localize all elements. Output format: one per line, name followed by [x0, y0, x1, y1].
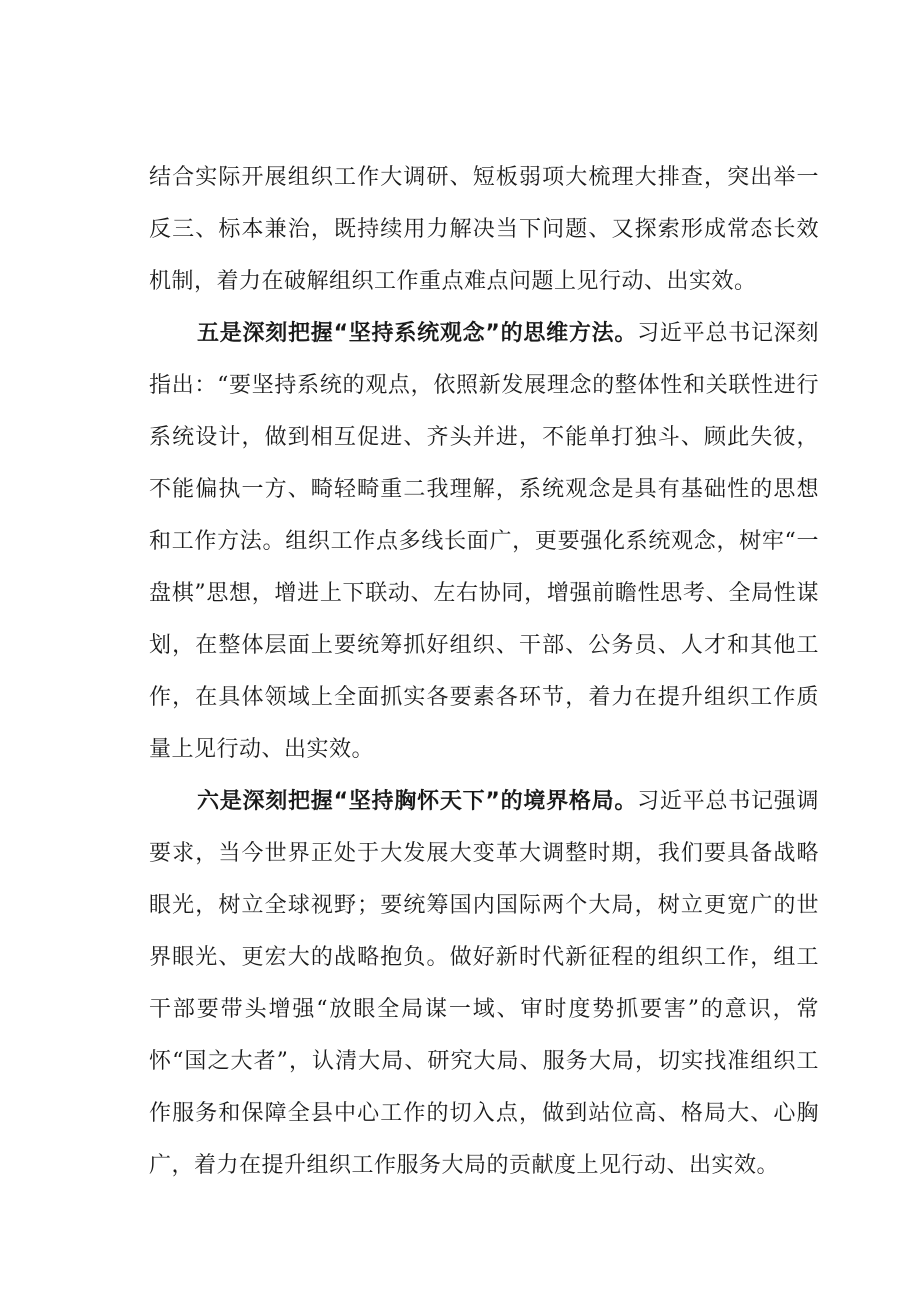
paragraph-continuation	[149, 152, 819, 308]
paragraph-heading: 五是深刻把握“坚持系统观念”的思维方法。	[197, 321, 638, 346]
paragraph-text: 习近平总书记强调要求，当今世界正处于大发展大变革大调整时期，我们要具备战略眼光，树立全球视野；要统筹国内国际两个大局，树立更宽广的世界眼光、更宏大的战略抱负。做好新时代新征程的组织工作，组工干部要带头增强“放眼全局谋一域、审时度势抓要害”的意识，常怀“国之大者”，认清大局、研究大局、服务大局，切实找准组织工作服务和保障全县中心工作的切入点，做到站位高、格局大、心胸广，着力在提升组织工作服务大局的贡献度上见行动、出实效。	[149, 789, 819, 1178]
paragraph-text: 习近平总书记深刻指出：“要坚持系统的观点，依照新发展理念的整体性和关联性进行系统设计，做到相互促进、齐头并进，不能单打独斗、顾此失彼，不能偏执一方、畸轻畸重二我理解，系统观念是具有基础性的思想和工作方法。组织工作点多线长面广，更要强化系统观念，树牢“一盘棋”思想，增进上下联动、左右协同，增强前瞻性思考、全局性谋划，在整体层面上要统筹抓好组织、干部、公务员、人才和其他工作，在具体领域上全面抓实各要素各环节，着力在提升组织工作质量上见行动、出实效。	[149, 321, 819, 762]
paragraph-global-vision	[149, 776, 819, 1192]
paragraph-text: 结合实际开展组织工作大调研、短板弱项大梳理大排查，突出举一反三、标本兼治，既持续用力解决当下问题、又探索形成常态长效机制，着力在破解组织工作重点难点问题上见行动、出实效。	[149, 165, 819, 294]
document-body	[149, 152, 819, 1192]
paragraph-system-concept	[149, 308, 819, 776]
paragraph-heading: 六是深刻把握“坚持胸怀天下”的境界格局。	[197, 789, 638, 814]
